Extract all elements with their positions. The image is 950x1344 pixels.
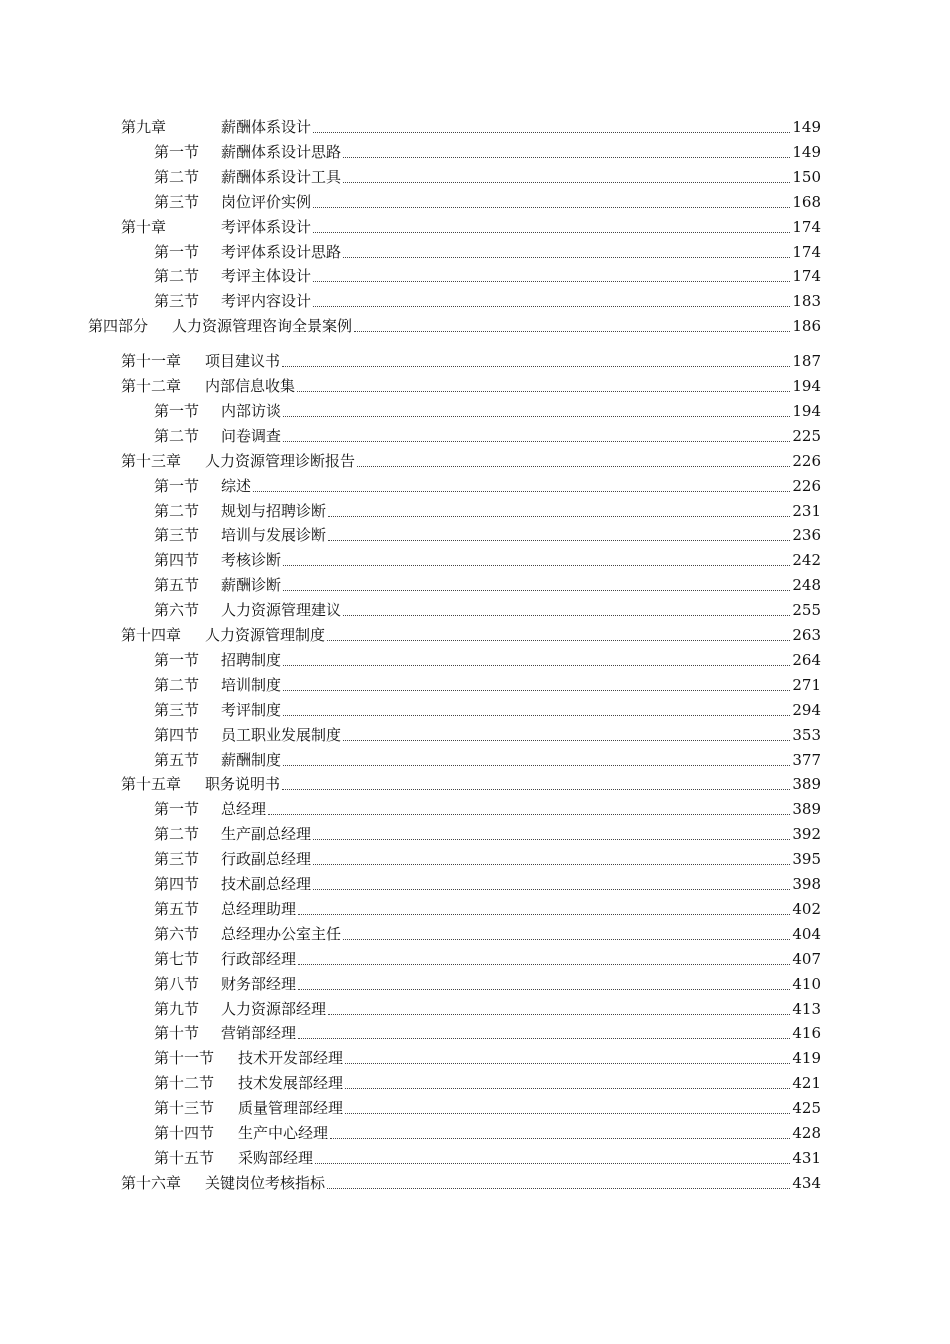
toc-entry-title: 招聘制度 (221, 648, 281, 672)
toc-entry-number: 第四节 (154, 875, 200, 893)
toc-entry-title: 质量管理部经理 (238, 1096, 343, 1120)
toc-entry-number: 第六节 (154, 601, 200, 620)
toc-entry-page: 431 (792, 1148, 821, 1167)
dot-leader (298, 891, 790, 915)
toc-entry-page: 236 (792, 526, 821, 545)
toc-entry-number: 第一节 (154, 401, 200, 420)
toc-entry-title: 岗位评价实例 (221, 190, 311, 214)
toc-entry-title: 综述 (221, 474, 251, 498)
toc-entry-number: 第十三章 (121, 451, 182, 470)
toc-entry-page: 404 (792, 924, 821, 943)
toc-entry-title: 培训制度 (221, 673, 281, 697)
toc-entry-number: 第四节 (154, 551, 200, 570)
dot-leader (327, 1165, 790, 1189)
toc-entry-title: 人力资源管理建议 (221, 598, 341, 622)
toc-entry-title: 人力资源部经理 (221, 997, 326, 1021)
dot-leader (313, 209, 790, 233)
toc-entry-title: 行政部经理 (221, 947, 296, 971)
toc-entry-page: 353 (792, 725, 821, 744)
toc-entry-number: 第五节 (154, 899, 200, 918)
dot-leader (298, 966, 790, 990)
toc-entry-page: 410 (792, 974, 821, 993)
dot-leader (313, 841, 790, 865)
toc-entry-title: 考核诊断 (221, 548, 281, 572)
dot-leader (330, 1115, 790, 1139)
toc-entry-page: 194 (792, 401, 821, 420)
dot-leader (315, 1140, 790, 1164)
dot-leader (328, 991, 790, 1015)
dot-leader (283, 692, 790, 716)
toc-entry-title: 考评主体设计 (221, 264, 311, 288)
toc-entry-title: 问卷调查 (221, 424, 281, 448)
dot-leader (283, 667, 790, 691)
toc-entry-number: 第十二节 (154, 1074, 215, 1093)
toc-entry-number: 第十四章 (121, 626, 182, 644)
dot-leader (313, 283, 790, 307)
toc-entry-title: 人力资源管理制度 (205, 623, 325, 647)
toc-entry-title: 人力资源管理咨询全景案例 (172, 314, 352, 338)
toc-entry-number: 第十章 (121, 217, 167, 236)
toc-entry-number: 第十六章 (121, 1173, 182, 1192)
toc-entry-title: 内部信息收集 (205, 374, 295, 398)
toc-entry-page: 183 (792, 292, 821, 311)
toc-entry-page: 294 (792, 700, 821, 719)
toc-entry-page: 150 (792, 167, 821, 186)
toc-entry-number: 第十四节 (154, 1124, 215, 1142)
dot-leader (345, 1065, 790, 1089)
toc-entry-number: 第五节 (154, 750, 200, 769)
toc-entry-title: 考评内容设计 (221, 289, 311, 313)
toc-entry-title: 总经理办公室主任 (221, 922, 341, 946)
toc-entry-page: 226 (792, 451, 821, 470)
dot-leader (313, 258, 790, 282)
toc-entry-number: 第七节 (154, 949, 200, 968)
toc-entry-page: 226 (792, 476, 821, 495)
toc-entry-number: 第三节 (154, 192, 200, 211)
toc-entry-title: 薪酬体系设计工具 (221, 165, 341, 189)
dot-leader (283, 642, 790, 666)
toc-entry-page: 194 (792, 377, 821, 395)
toc-entry-title: 技术副总经理 (221, 872, 311, 896)
toc-entry-number: 第一节 (154, 142, 200, 161)
toc-entry-title: 规划与招聘诊断 (221, 499, 326, 523)
toc-entry-number: 第三节 (154, 700, 200, 719)
dot-leader (328, 517, 790, 541)
toc-entry-number: 第三节 (154, 850, 200, 869)
toc-entry-number: 第二节 (154, 501, 200, 520)
toc-entry-title: 薪酬制度 (221, 748, 281, 772)
toc-entry-page: 187 (792, 352, 821, 371)
toc-entry-title: 技术发展部经理 (238, 1071, 343, 1095)
toc-entry-number: 第一节 (154, 476, 200, 495)
toc-entry-title: 考评体系设计思路 (221, 240, 341, 264)
toc-entry-number: 第九章 (121, 118, 167, 136)
toc-entry-number: 第一节 (154, 800, 200, 819)
dot-leader (297, 368, 790, 392)
dot-leader (283, 567, 790, 591)
dot-leader (253, 468, 790, 492)
dot-leader (298, 941, 790, 965)
dot-leader (298, 1015, 790, 1039)
toc-entry-number: 第八节 (154, 974, 200, 993)
toc-entry-page: 395 (792, 850, 821, 869)
dot-leader (327, 617, 790, 641)
toc-entry-page: 271 (792, 675, 821, 694)
toc-entry-page: 402 (792, 899, 821, 918)
dot-leader (343, 134, 790, 158)
toc-entry-page: 186 (792, 317, 821, 336)
toc-entry-number: 第二节 (154, 267, 200, 286)
toc-entry-page: 242 (792, 551, 821, 570)
dot-leader (313, 184, 790, 208)
toc-entry-number: 第一节 (154, 242, 200, 261)
dot-leader (343, 592, 790, 616)
dot-leader (354, 308, 790, 332)
toc-entry-page: 419 (792, 1049, 821, 1068)
toc-entry-page: 248 (792, 576, 821, 595)
dot-leader (345, 1040, 790, 1064)
dot-leader (283, 393, 790, 417)
toc-entry-number: 第十三节 (154, 1099, 215, 1118)
toc-entry-number: 第三节 (154, 292, 200, 311)
toc-entry-title: 关键岗位考核指标 (205, 1171, 325, 1195)
toc-entry-number: 第二节 (154, 675, 200, 694)
toc-entry-title: 总经理 (221, 797, 266, 821)
toc-entry-number: 第五节 (154, 576, 200, 595)
toc-entry-title: 生产中心经理 (238, 1121, 328, 1145)
toc-entry-number: 第二节 (154, 167, 200, 186)
toc-entry-page: 398 (792, 875, 821, 893)
dot-leader (343, 159, 790, 183)
toc-entry-page: 377 (792, 750, 821, 769)
toc-entry-page: 416 (792, 1024, 821, 1043)
toc-entry-number: 第十节 (154, 1024, 200, 1043)
toc-entry-page: 255 (792, 601, 821, 620)
toc-entry-number: 第十五节 (154, 1148, 215, 1167)
toc-entry-page: 392 (792, 825, 821, 844)
toc-entry-number: 第四节 (154, 725, 200, 744)
toc-entry-page: 264 (792, 650, 821, 669)
dot-leader (282, 343, 790, 367)
toc-entry-page: 231 (792, 501, 821, 520)
toc-entry-title: 人力资源管理诊断报告 (205, 449, 355, 473)
toc-entry-number: 第二节 (154, 426, 200, 445)
dot-leader (283, 742, 790, 766)
dot-leader (343, 234, 790, 258)
toc-entry-page: 428 (792, 1124, 821, 1142)
toc-entry-title: 营销部经理 (221, 1021, 296, 1045)
toc-entry-number: 第十一节 (154, 1049, 215, 1068)
toc-entry-title: 生产副总经理 (221, 822, 311, 846)
toc-entry-number: 第十一章 (121, 352, 182, 371)
dot-leader (268, 791, 790, 815)
toc-entry-title: 总经理助理 (221, 897, 296, 921)
toc-entry-title: 考评制度 (221, 698, 281, 722)
toc-entry-title: 采购部经理 (238, 1146, 313, 1170)
dot-leader (283, 418, 790, 442)
toc-entry-page: 413 (792, 999, 821, 1018)
toc-entry-number: 第三节 (154, 526, 200, 545)
toc-entry-page: 149 (792, 118, 821, 136)
toc-entry-page: 389 (792, 800, 821, 819)
dot-leader (343, 717, 790, 741)
dot-leader (313, 109, 790, 133)
toc-entry-number: 第二节 (154, 825, 200, 844)
toc-entry-page: 174 (792, 267, 821, 286)
dot-leader (345, 1090, 790, 1114)
dot-leader (282, 766, 790, 790)
toc-entry-title: 员工职业发展制度 (221, 723, 341, 747)
toc-entry-page: 225 (792, 426, 821, 445)
toc-entry-page: 168 (792, 192, 821, 211)
toc-entry-title: 薪酬诊断 (221, 573, 281, 597)
toc-entry-title: 技术开发部经理 (238, 1046, 343, 1070)
toc-entry-page: 174 (792, 217, 821, 236)
dot-leader (357, 443, 790, 467)
toc-entry-title: 行政副总经理 (221, 847, 311, 871)
toc-entry-page: 421 (792, 1074, 821, 1093)
toc-entry-number: 第十二章 (121, 377, 182, 395)
toc-entry-page: 174 (792, 242, 821, 261)
toc-entry-page: 434 (792, 1173, 821, 1192)
toc-entry-title: 内部访谈 (221, 399, 281, 423)
toc-entry-page: 389 (792, 775, 821, 794)
toc-entry-title: 项目建议书 (205, 349, 280, 373)
dot-leader (283, 542, 790, 566)
dot-leader (313, 816, 790, 840)
toc-entry-page: 263 (792, 626, 821, 644)
toc-entry-number: 第六节 (154, 924, 200, 943)
dot-leader (313, 866, 790, 890)
toc-entry-title: 薪酬体系设计 (221, 115, 311, 139)
toc-entry[interactable] (0, 314, 950, 338)
toc-entry-number: 第十五章 (121, 775, 182, 794)
dot-leader (343, 916, 790, 940)
toc-entry-number: 第四部分 (88, 317, 149, 336)
toc-entry[interactable] (0, 1171, 950, 1195)
toc-entry-title: 财务部经理 (221, 972, 296, 996)
toc-entry-page: 407 (792, 949, 821, 968)
dot-leader (328, 493, 790, 517)
toc-entry-title: 职务说明书 (205, 772, 280, 796)
toc-entry-page: 425 (792, 1099, 821, 1118)
toc-entry-title: 考评体系设计 (221, 215, 311, 239)
toc-entry-page: 149 (792, 142, 821, 161)
toc-entry-number: 第一节 (154, 650, 200, 669)
toc-entry-title: 培训与发展诊断 (221, 523, 326, 547)
toc-entry-title: 薪酬体系设计思路 (221, 140, 341, 164)
toc-entry-number: 第九节 (154, 999, 200, 1018)
